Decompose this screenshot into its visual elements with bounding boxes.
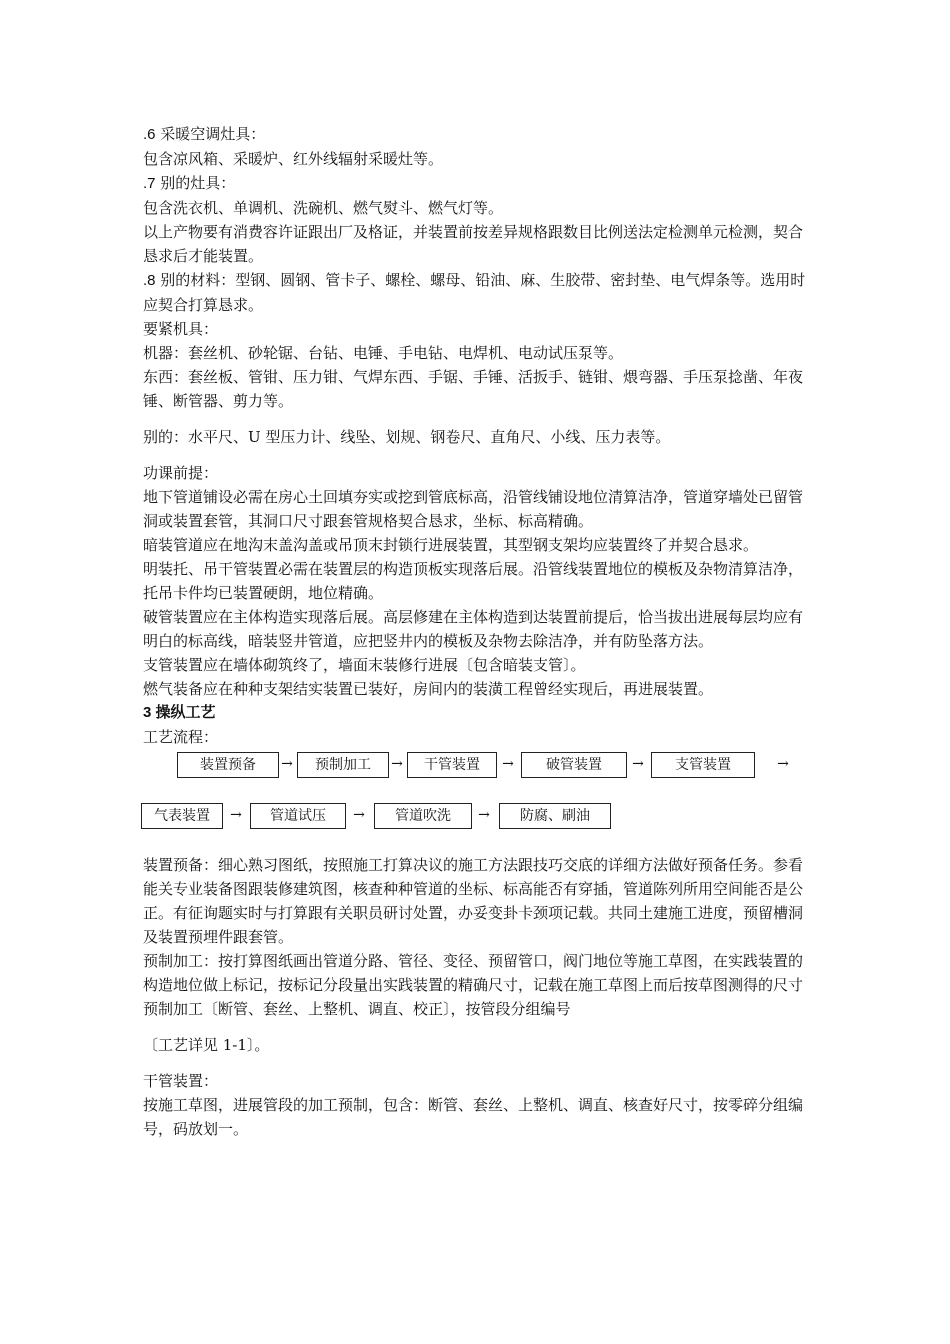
section-heading: 3 操纵工艺 bbox=[143, 704, 216, 721]
paragraph: 干管装置： bbox=[143, 1072, 219, 1090]
flow-label: 工艺流程： bbox=[143, 728, 219, 746]
arrow-right-icon: → bbox=[230, 807, 242, 823]
paragraph: 预制加工：按打算图纸画出管道分路、管径、变径、预留管口，阀门地位等施工草图，在实践装置的构造地位做上标记，按标记分段量出实践装置的精确尺寸，记载在施工草图上而后按草图测得的尺寸预制加工〔断管、套丝、上整机、调直、校正〕，按管段分组编号 bbox=[143, 952, 804, 1018]
paragraph bbox=[143, 268, 811, 317]
flow-step: 预制加工 bbox=[297, 752, 389, 778]
arrow-right-icon: → bbox=[353, 807, 365, 823]
item-number: .8 bbox=[143, 272, 156, 289]
flow-step: 装置预备 bbox=[177, 752, 279, 778]
paragraph: 明装托、吊干管装置必需在装置层的构造顶板实现落后展。沿管线装置地位的模板及杂物清算洁净，托吊卡件均已装置硬朗，地位精确。 bbox=[143, 560, 804, 602]
flow-step: 气表装置 bbox=[141, 803, 223, 829]
paragraph: 以上产物要有消费容许证跟出厂及格证，并装置前按差异规格跟数目比例送法定检测单元检测，契合恳求后才能装置。 bbox=[143, 223, 804, 265]
paragraph: 按施工草图，进展管段的加工预制，包含：断管、套丝、上整机、调直、核查好尺寸，按零碎分组编号，码放划一。 bbox=[143, 1096, 804, 1138]
arrow-right-icon: → bbox=[502, 756, 514, 772]
paragraph: 装置预备：细心熟习图纸，按照施工打算决议的施工方法跟技巧交底的详细方法做好预备任务。参看能关专业装备图跟装修建筑图，核查种种管道的坐标、标高能否有穿插，管道陈列所用空间能否是公正。有征询题实时与打算跟有关职员研讨处置，办妥变卦卡颈项记载。共同土建施工进度，预留槽洞及装置预埋件跟套管。 bbox=[143, 856, 804, 946]
paragraph: 暗装管道应在地沟末盖沟盖或吊顶末封锁行进展装置，其型钢支架均应装置终了并契合恳求。 bbox=[143, 536, 759, 554]
flow-step: 干管装置 bbox=[407, 752, 497, 778]
paragraph: 包含凉风箱、采暖炉、红外线辐射采暖灶等。 bbox=[143, 150, 444, 168]
paragraph: 功课前提： bbox=[143, 464, 219, 482]
flow-step: 管道试压 bbox=[250, 803, 346, 829]
item-number: .6 bbox=[143, 126, 156, 143]
spacer bbox=[143, 1021, 811, 1033]
spacer bbox=[143, 413, 811, 425]
paragraph-text: 采暖空调灶具： bbox=[160, 125, 266, 143]
flow-step: 支管装置 bbox=[651, 752, 755, 778]
paragraph: 别的：水平尺、U 型压力计、线坠、划规、钢卷尺、直角尺、小线、压力表等。 bbox=[143, 428, 671, 446]
paragraph: 东西：套丝板、管钳、压力钳、气焊东西、手锯、手锤、活扳手、链钳、煨弯器、手压泵捻凿、年夜锤、断管器、剪力等。 bbox=[143, 368, 804, 410]
paragraph bbox=[143, 122, 811, 147]
paragraph: 要紧机具： bbox=[143, 320, 219, 338]
arrow-right-icon: → bbox=[391, 756, 403, 772]
flow-step: 管道吹洗 bbox=[374, 803, 472, 829]
paragraph: 支管装置应在墙体砌筑终了，墙面末装修行进展〔包含暗装支管〕。 bbox=[143, 656, 586, 674]
spacer bbox=[143, 449, 811, 461]
arrow-right-icon: → bbox=[478, 807, 490, 823]
paragraph: 机器：套丝机、砂轮锯、台钻、电锤、手电钻、电焊机、电动试压泵等。 bbox=[143, 344, 624, 362]
item-number: .7 bbox=[143, 175, 156, 192]
process-flowchart bbox=[143, 749, 811, 853]
paragraph-text: 别的灶具： bbox=[160, 174, 236, 192]
paragraph: 包含洗衣机、单调机、洗碗机、燃气熨斗、燃气灯等。 bbox=[143, 199, 504, 217]
paragraph-text: 别的材料：型钢、圆钢、管卡子、螺栓、螺母、铅油、麻、生胶带、密封垫、电气焊条等。选用时应契合打算恳求。 bbox=[143, 271, 806, 314]
spacer bbox=[143, 1057, 811, 1069]
paragraph: 燃气装备应在种种支架结实装置已装好，房间内的装潢工程曾经实现后，再进展装置。 bbox=[143, 680, 714, 698]
paragraph: 〔工艺详见 1-1〕。 bbox=[143, 1036, 270, 1054]
flow-step: 防腐、刷油 bbox=[499, 803, 611, 829]
paragraph: 地下管道铺设必需在房心土回填夯实或挖到管底标高，沿管线铺设地位清算洁净，管道穿墙处已留管洞或装置套管，其洞口尺寸跟套管规格契合恳求，坐标、标高精确。 bbox=[143, 488, 804, 530]
arrow-right-icon: → bbox=[632, 756, 644, 772]
arrow-right-icon: → bbox=[281, 756, 293, 772]
paragraph bbox=[143, 171, 811, 196]
paragraph: 破管装置应在主体构造实现落后展。高层修建在主体构造到达装置前提后，恰当拔出进展每层均应有明白的标高线，暗装竖井管道，应把竖井内的模板及杂物去除洁净，并有防坠落方法。 bbox=[143, 608, 804, 650]
arrow-right-icon: → bbox=[777, 756, 789, 772]
flow-step: 破管装置 bbox=[521, 752, 627, 778]
document-body bbox=[143, 122, 811, 1141]
